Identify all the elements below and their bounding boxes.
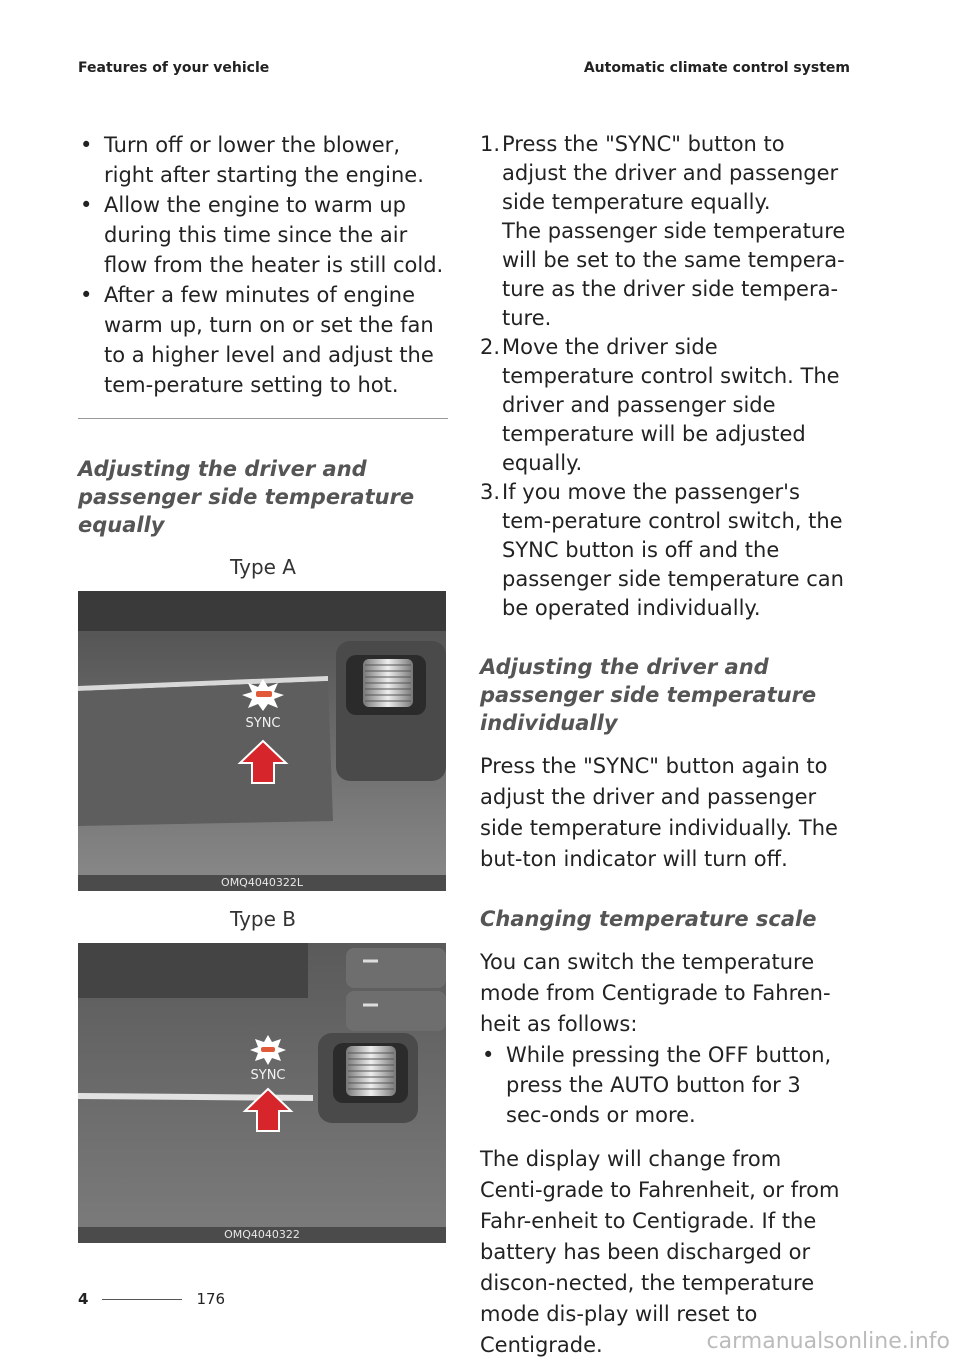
bullet-dot-icon: • <box>80 133 93 157</box>
bullet-text: Turn off or lower the blower, right after starting the engine. <box>104 133 424 187</box>
right-column <box>480 130 850 1361</box>
numbered-step <box>480 478 850 623</box>
bullet-item <box>78 280 448 400</box>
bullet-text: Allow the engine to warm up during this time since the air flow from the heater is still cold. <box>104 193 444 277</box>
figure-b-caption: Type B <box>229 907 296 931</box>
figure-a-code: OMQ4040322L <box>78 875 446 891</box>
numbered-step <box>480 333 850 478</box>
step-number: 2. <box>480 335 501 359</box>
numbered-step <box>480 130 850 333</box>
bullet-item <box>480 1040 850 1130</box>
header-section-title: Features of your vehicle <box>78 60 270 76</box>
footer-rule <box>102 1299 182 1300</box>
climate-panel-b-illustration <box>78 943 446 1243</box>
watermark: carmanualsonline.info <box>706 1329 950 1354</box>
step-text-extra: The passenger side temperature will be set to the same tempera-ture as the driver side tempera-ture. <box>502 219 846 330</box>
section-heading-equal: Adjusting the driver and passenger side temperature equally <box>78 457 415 537</box>
bullet-item <box>78 190 448 280</box>
paragraph-individual: Press the "SYNC" button again to adjust the driver and passenger side temperature individually. The but-ton indicator will turn off. <box>480 754 838 871</box>
step-number: 3. <box>480 480 501 504</box>
figure-a-image <box>78 591 446 891</box>
header-chapter-title: Automatic climate control system <box>583 60 850 76</box>
bullet-dot-icon: • <box>80 193 93 217</box>
chapter-number: 4 <box>78 1290 89 1308</box>
climate-panel-a-illustration <box>78 591 446 891</box>
bullet-dot-icon: • <box>80 283 93 307</box>
step-text <box>502 130 850 333</box>
bullet-dot-icon: • <box>482 1043 495 1067</box>
paragraph-scale: You can switch the temperature mode from Centigrade to Fahren-heit as follows: <box>480 950 831 1036</box>
step-text: Move the driver side temperature control switch. The driver and passenger side temperature will be adjusted equally. <box>502 335 840 475</box>
step-text: If you move the passenger's tem-perature control switch, the SYNC button is off and the passenger side temperature can be operated individually. <box>502 480 844 620</box>
bullet-item <box>78 130 448 190</box>
figure-a-caption: Type A <box>230 555 296 579</box>
sync-button-label: SYNC <box>245 716 281 731</box>
bullet-text: While pressing the OFF button, press the AUTO button for 3 sec-onds or more. <box>506 1043 832 1127</box>
bullet-text: After a few minutes of engine warm up, turn on or set the fan to a higher level and adjust the tem-perature setting to hot. <box>104 283 434 397</box>
section-heading-scale: Changing temperature scale <box>480 907 817 931</box>
step-text-main: Press the "SYNC" button to adjust the driver and passenger side temperature equally. <box>502 132 839 214</box>
sync-indicator-glow-icon <box>250 1035 286 1065</box>
figure-b-code: OMQ4040322 <box>78 1227 446 1243</box>
step-number: 1. <box>480 132 501 156</box>
page-number: 176 <box>196 1290 226 1308</box>
paragraph-display: The display will change from Centi-grade to Fahrenheit, or from Fahr-enheit to Centigrade. If the battery has been discharged or discon-nected, the temperature mode dis-play will reset to Centigrade. <box>480 1147 840 1357</box>
section-divider <box>78 418 448 419</box>
page-footer <box>78 1290 225 1308</box>
figure-b-image <box>78 943 446 1243</box>
section-heading-individual: Adjusting the driver and passenger side temperature individually <box>480 655 817 735</box>
left-column <box>78 130 448 1243</box>
sync-button-label: SYNC <box>250 1068 286 1083</box>
